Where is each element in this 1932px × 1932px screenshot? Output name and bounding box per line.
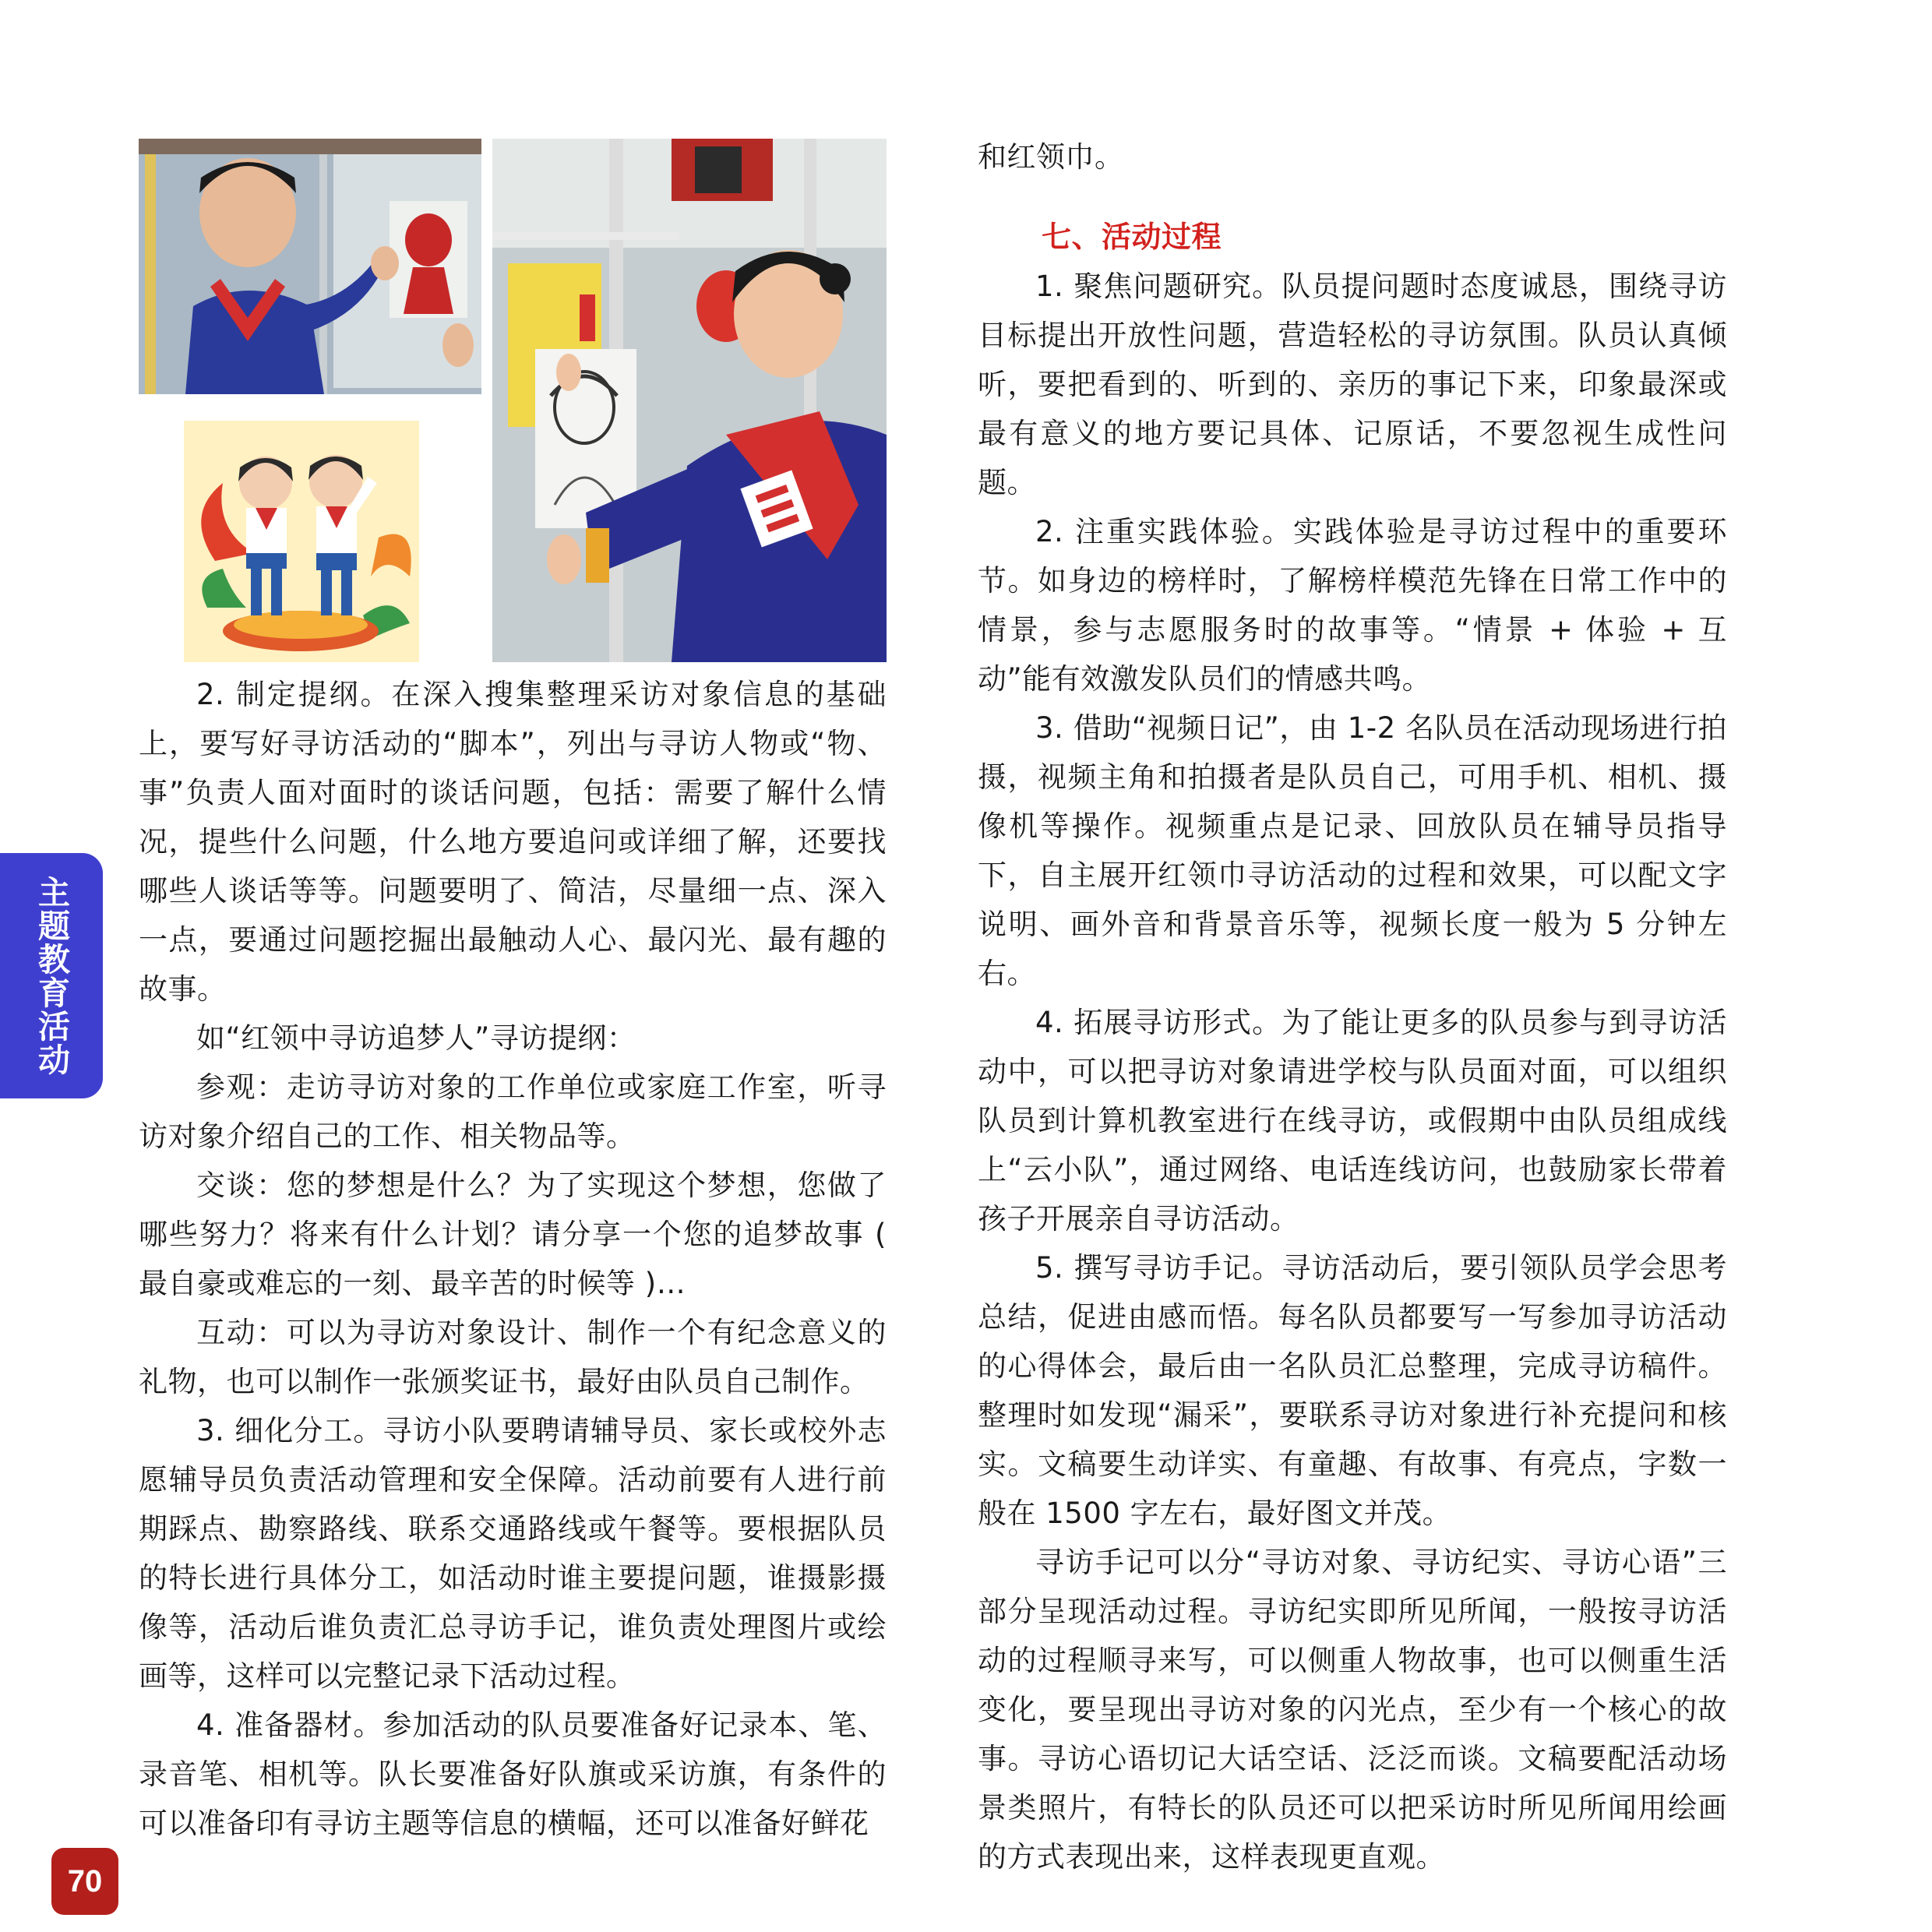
paragraph: 4. 准备器材。参加活动的队员要准备好记录本、笔、录音笔、相机等。队长要准备好队旗或采访旗，有条件的可以准备印有寻访主题等信息的横幅，还可以准备好鲜花	[139, 1708, 887, 1840]
right-text-column	[978, 132, 1727, 1881]
paragraph: 4. 拓展寻访形式。为了能让更多的队员参与到寻访活动中，可以把寻访对象请进学校与队员面对面，可以组织队员到计算机教室进行在线寻访，或假期中由队员组成线上“云小队”，通过网络、电话连线访问，也鼓励家长带着孩子开展亲自寻访活动。	[978, 1006, 1727, 1236]
paragraph: 3. 借助“视频日记”，由 1-2 名队员在活动现场进行拍摄，视频主角和拍摄者是队员自己，可用手机、相机、摄像机等操作。视频重点是记录、回放队员在辅导员指导下，自主展开红领巾寻访活动的过程和效果，可以配文字说明、画外音和背景音乐等，视频长度一般为 5 分钟左右。	[978, 711, 1727, 990]
paragraph-continuation: 和红领巾。	[978, 140, 1124, 174]
paragraph: 如“红领中寻访追梦人”寻访提纲：	[196, 1021, 636, 1055]
paragraph: 交谈：您的梦想是什么？为了实现这个梦想，您做了哪些努力？将来有什么计划？请分享一个您的追梦故事 ( 最自豪或难忘的一刻、最辛苦的时候等 )…	[139, 1169, 887, 1300]
section-side-tab	[0, 853, 103, 1098]
paragraph: 互动：可以为寻访对象设计、制作一个有纪念意义的礼物，也可以制作一张颁奖证书，最好由队员自己制作。	[139, 1316, 887, 1398]
photo-boy-papercut-image	[139, 139, 481, 394]
paragraph: 参观：走访寻访对象的工作单位或家庭工作室，听寻访对象介绍自己的工作、相关物品等。	[139, 1070, 887, 1153]
photo-girl-sketch	[492, 139, 887, 662]
section-side-tab-label: 主题教育活动	[33, 875, 70, 1077]
paragraph: 寻访手记可以分“寻访对象、寻访纪实、寻访心语”三部分呈现活动过程。寻访纪实即所见所闻，一般按寻访活动的过程顺寻来写，可以侧重人物故事，也可以侧重生活变化，要呈现出寻访对象的闪光点，至少有一个核心的故事。寻访心语切记大话空话、泛泛而谈。文稿要配活动场景类照片，有特长的队员还可以把采访时所见所闻用绘画的方式表现出来，这样表现更直观。	[978, 1546, 1727, 1874]
page-number: 70	[67, 1863, 103, 1899]
left-text-column	[139, 670, 887, 1848]
photo-girl-sketch-image	[492, 139, 887, 662]
paragraph: 5. 撰写寻访手记。寻访活动后，要引领队员学会思考总结，促进由感而悟。每名队员都要写一写参加寻访活动的心得体会，最后由一名队员汇总整理，完成寻访稿件。整理时如发现“漏采”，要联系寻访对象进行补充提问和核实。文稿要生动详实、有童趣、有故事、有亮点，字数一般在 1500 字左右，最好图文并茂。	[978, 1251, 1727, 1530]
paragraph: 1. 聚焦问题研究。队员提问题时态度诚恳，围绕寻访目标提出开放性问题，营造轻松的寻访氛围。队员认真倾听，要把看到的、听到的、亲历的事记下来，印象最深或最有意义的地方要记具体、记原话，不要忽视生成性问题。	[978, 270, 1727, 499]
page-number-badge	[51, 1848, 118, 1915]
illustration-saluting-children	[184, 421, 419, 662]
illustration-saluting-children-image	[184, 421, 419, 662]
photo-boy-papercut	[139, 139, 481, 394]
paragraph: 3. 细化分工。寻访小队要聘请辅导员、家长或校外志愿辅导员负责活动管理和安全保障。活动前要有人进行前期踩点、勘察路线、联系交通路线或午餐等。要根据队员的特长进行具体分工，如活动时谁主要提问题，谁摄影摄像等，活动后谁负责汇总寻访手记，谁负责处理图片或绘画等，这样可以完整记录下活动过程。	[139, 1414, 887, 1693]
section-heading: 七、活动过程	[1042, 220, 1222, 254]
paragraph: 2. 制定提纲。在深入搜集整理采访对象信息的基础上，要写好寻访活动的“脚本”，列出与寻访人物或“物、事”负责人面对面时的谈话问题，包括：需要了解什么情况，提些什么问题，什么地方要追问或详细了解，还要找哪些人谈话等等。问题要明了、简洁，尽量细一点、深入一点，要通过问题挖掘出最触动人心、最闪光、最有趣的故事。	[139, 678, 887, 1006]
paragraph: 2. 注重实践体验。实践体验是寻访过程中的重要环节。如身边的榜样时，了解榜样模范先锋在日常工作中的情景，参与志愿服务时的故事等。“情景 + 体验 + 互动”能有效激发队员们的情感共鸣。	[978, 515, 1727, 696]
